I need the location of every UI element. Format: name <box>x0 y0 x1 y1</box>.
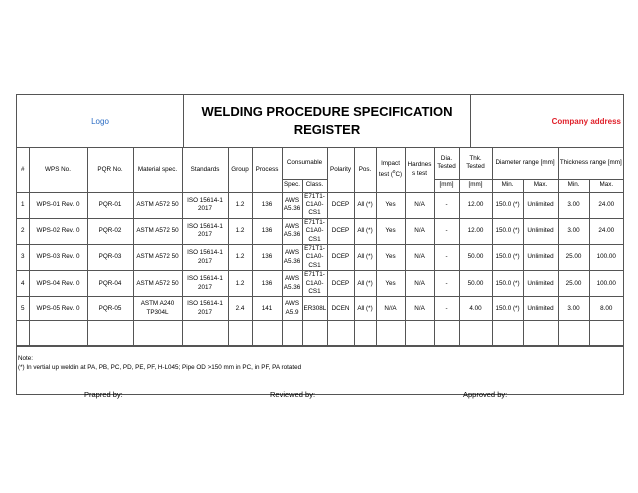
impact-label-b: test ( <box>378 171 393 179</box>
note-text: (*) In vertial up weldin at PA, PB, PC, PD, PE, PF, H-L045; Pipe OD >150 mm in PC, in PF, PA rotated <box>18 364 302 372</box>
cell-wps: WPS-05 Rev. 0 <box>29 297 87 321</box>
cell-thick-min: 25.00 <box>558 244 589 270</box>
cell-impact: Yes <box>376 244 405 270</box>
col-wps: WPS No. <box>29 148 87 192</box>
cell-standards: ISO 15614-1 2017 <box>182 271 228 297</box>
cell-class: E71T1-C1A0-CS1 <box>302 218 327 244</box>
col-consumable: Consumable <box>282 148 327 179</box>
col-material: Material spec. <box>133 148 182 192</box>
col-impact <box>376 148 405 192</box>
cell-wps: WPS-02 Rev. 0 <box>29 218 87 244</box>
cell-hardness: N/A <box>405 192 434 218</box>
note-section <box>17 346 623 394</box>
title-line-2: REGISTER <box>293 122 361 137</box>
cell-diam-max: Unlimited <box>523 192 558 218</box>
cell-hardness: N/A <box>405 271 434 297</box>
empty-cell <box>133 321 182 346</box>
empty-cell <box>228 321 252 346</box>
cell-process: 136 <box>252 218 282 244</box>
approved-by-label: Approved by: <box>463 390 508 399</box>
title-line-1: WELDING PROCEDURE SPECIFICATION <box>201 104 453 119</box>
cell-hardness: N/A <box>405 244 434 270</box>
cell-standards: ISO 15614-1 2017 <box>182 297 228 321</box>
wps-register-sheet <box>16 94 624 395</box>
cell-wps: WPS-04 Rev. 0 <box>29 271 87 297</box>
cell-num: 1 <box>17 192 29 218</box>
empty-cell <box>252 321 282 346</box>
empty-table-row <box>17 321 623 346</box>
table-row <box>17 218 623 244</box>
cell-num: 3 <box>17 244 29 270</box>
empty-cell <box>558 321 589 346</box>
cell-group: 1.2 <box>228 218 252 244</box>
cell-thick-max: 8.00 <box>589 297 623 321</box>
cell-diam-min: 150.0 (*) <box>492 271 523 297</box>
col-spec: Spec. <box>282 179 302 192</box>
empty-cell <box>459 321 492 346</box>
cell-group: 1.2 <box>228 271 252 297</box>
empty-cell <box>434 321 459 346</box>
cell-impact: Yes <box>376 218 405 244</box>
cell-diam-min: 150.0 (*) <box>492 244 523 270</box>
cell-dia: - <box>434 218 459 244</box>
cell-polarity: DCEP <box>327 271 354 297</box>
col-thick-max: Max. <box>589 179 623 192</box>
cell-thick-max: 24.00 <box>589 192 623 218</box>
cell-class: E71T1-C1A0-CS1 <box>302 192 327 218</box>
cell-polarity: DCEN <box>327 297 354 321</box>
cell-impact: Yes <box>376 192 405 218</box>
prepared-by-label: Prapred by: <box>84 390 123 399</box>
cell-class: E71T1-C1A0-CS1 <box>302 271 327 297</box>
col-diameter-range: Diameter range [mm] <box>492 148 558 179</box>
cell-diam-max: Unlimited <box>523 244 558 270</box>
col-num: # <box>17 148 29 192</box>
empty-cell <box>376 321 405 346</box>
cell-impact: Yes <box>376 271 405 297</box>
cell-pos: All (*) <box>354 192 376 218</box>
cell-thk: 50.00 <box>459 271 492 297</box>
cell-thick-max: 100.00 <box>589 271 623 297</box>
cell-class: ER308L <box>302 297 327 321</box>
cell-thk: 12.00 <box>459 218 492 244</box>
cell-thick-min: 3.00 <box>558 218 589 244</box>
cell-standards: ISO 15614-1 2017 <box>182 218 228 244</box>
cell-num: 2 <box>17 218 29 244</box>
table-row <box>17 244 623 270</box>
cell-spec: AWS A5.36 <box>282 192 302 218</box>
logo-placeholder: Logo <box>91 116 109 126</box>
col-class: Class. <box>302 179 327 192</box>
cell-impact: N//A <box>376 297 405 321</box>
cell-pos: All (*) <box>354 297 376 321</box>
col-process: Process <box>252 148 282 192</box>
empty-cell <box>17 321 29 346</box>
wps-register-table <box>17 148 623 346</box>
cell-material: ASTM A572 50 <box>133 192 182 218</box>
cell-num: 4 <box>17 271 29 297</box>
cell-material: ASTM A572 50 <box>133 218 182 244</box>
cell-group: 1.2 <box>228 192 252 218</box>
cell-hardness: N/A <box>405 218 434 244</box>
cell-thk: 4.00 <box>459 297 492 321</box>
col-dia-tested: Dia. Tested <box>434 148 459 179</box>
cell-group: 1.2 <box>228 244 252 270</box>
table-row <box>17 192 623 218</box>
cell-process: 136 <box>252 244 282 270</box>
empty-cell <box>589 321 623 346</box>
col-thickness-range: Thickness range [mm] <box>558 148 623 179</box>
cell-polarity: DCEP <box>327 218 354 244</box>
table-row <box>17 297 623 321</box>
cell-thk: 50.00 <box>459 244 492 270</box>
cell-diam-min: 150.0 (*) <box>492 297 523 321</box>
empty-cell <box>29 321 87 346</box>
cell-material: ASTM A572 50 <box>133 244 182 270</box>
cell-diam-min: 150.0 (*) <box>492 218 523 244</box>
cell-diam-min: 150.0 (*) <box>492 192 523 218</box>
cell-diam-max: Unlimited <box>523 271 558 297</box>
cell-process: 136 <box>252 271 282 297</box>
cell-thick-max: 100.00 <box>589 244 623 270</box>
cell-material: ASTM A240 TP304L <box>133 297 182 321</box>
cell-pos: All (*) <box>354 271 376 297</box>
impact-label-c: C) <box>395 171 403 179</box>
cell-pqr: PQR-01 <box>87 192 133 218</box>
cell-spec: AWS A5.36 <box>282 244 302 270</box>
col-thk-tested: Thk. Tested <box>459 148 492 179</box>
col-thick-min: Min. <box>558 179 589 192</box>
table-row <box>17 271 623 297</box>
cell-diam-max: Unlimited <box>523 297 558 321</box>
empty-cell <box>182 321 228 346</box>
cell-thick-min: 3.00 <box>558 192 589 218</box>
note-label: Note: <box>18 355 34 363</box>
empty-cell <box>405 321 434 346</box>
cell-pqr: PQR-04 <box>87 271 133 297</box>
cell-dia: - <box>434 192 459 218</box>
cell-process: 141 <box>252 297 282 321</box>
cell-pos: All (*) <box>354 244 376 270</box>
cell-material: ASTM A572 50 <box>133 271 182 297</box>
cell-polarity: DCEP <box>327 192 354 218</box>
cell-pos: All (*) <box>354 218 376 244</box>
cell-diam-max: Unlimited <box>523 218 558 244</box>
reviewed-by-label: Reviewed by: <box>270 390 316 399</box>
company-address: Company address <box>551 116 621 126</box>
cell-hardness: N/A <box>405 297 434 321</box>
empty-cell <box>327 321 354 346</box>
cell-wps: WPS-03 Rev. 0 <box>29 244 87 270</box>
cell-spec: AWS A5.9 <box>282 297 302 321</box>
col-polarity: Polarity <box>327 148 354 192</box>
empty-cell <box>354 321 376 346</box>
cell-thick-min: 3.00 <box>558 297 589 321</box>
cell-wps: WPS-01 Rev. 0 <box>29 192 87 218</box>
empty-cell <box>87 321 133 346</box>
cell-standards: ISO 15614-1 2017 <box>182 192 228 218</box>
impact-degree: 0 <box>392 169 396 175</box>
col-hardness: Hardnes s test <box>405 148 434 192</box>
empty-cell <box>282 321 302 346</box>
impact-label-a: Impact <box>381 159 400 167</box>
cell-polarity: DCEP <box>327 244 354 270</box>
col-diam-min: Min. <box>492 179 523 192</box>
cell-process: 136 <box>252 192 282 218</box>
register-title <box>183 95 471 147</box>
cell-num: 5 <box>17 297 29 321</box>
cell-spec: AWS A5.36 <box>282 271 302 297</box>
empty-cell <box>302 321 327 346</box>
cell-dia: - <box>434 244 459 270</box>
col-pqr: PQR No. <box>87 148 133 192</box>
cell-group: 2.4 <box>228 297 252 321</box>
cell-thk: 12.00 <box>459 192 492 218</box>
cell-dia: - <box>434 297 459 321</box>
cell-pqr: PQR-05 <box>87 297 133 321</box>
empty-cell <box>523 321 558 346</box>
col-standards: Standards <box>182 148 228 192</box>
cell-dia: - <box>434 271 459 297</box>
cell-class: E71T1-C1A0-CS1 <box>302 244 327 270</box>
cell-spec: AWS A5.36 <box>282 218 302 244</box>
cell-thick-max: 24.00 <box>589 218 623 244</box>
header-row-1 <box>17 148 623 179</box>
cell-standards: ISO 15614-1 2017 <box>182 244 228 270</box>
empty-cell <box>492 321 523 346</box>
col-thk-unit: [mm] <box>459 179 492 192</box>
col-diam-max: Max. <box>523 179 558 192</box>
cell-pqr: PQR-02 <box>87 218 133 244</box>
col-dia-unit: [mm] <box>434 179 459 192</box>
cell-pqr: PQR-03 <box>87 244 133 270</box>
col-pos: Pos. <box>354 148 376 192</box>
col-group: Group <box>228 148 252 192</box>
register-header <box>17 95 623 148</box>
cell-thick-min: 25.00 <box>558 271 589 297</box>
